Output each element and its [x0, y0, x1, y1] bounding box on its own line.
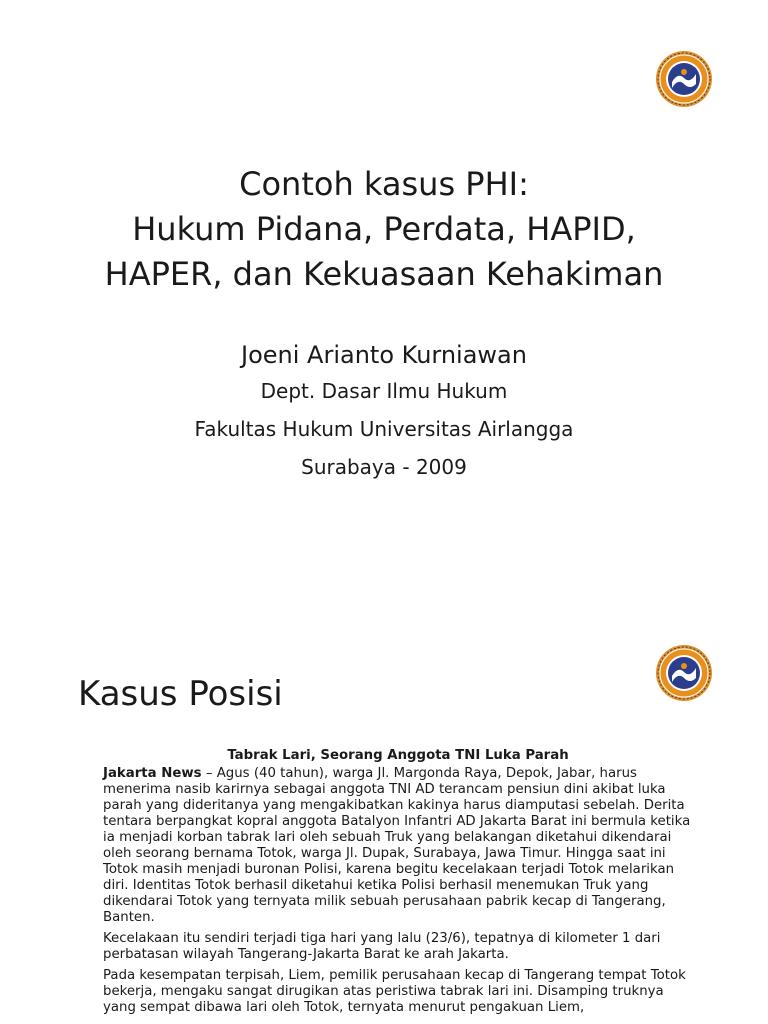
title-line-1: Contoh kasus PHI:	[239, 165, 529, 203]
article-source: Jakarta News	[103, 766, 202, 781]
case-slide	[0, 640, 768, 1024]
faculty: Fakultas Hukum Universitas Airlangga	[194, 417, 574, 441]
article-paragraph-2: Kecelakaan itu sendiri terjadi tiga hari yang lalu (23/6), tepatnya di kilometer 1 dari perbatasan wilayah Tangerang-Jakarta Barat ke arah Jakarta.	[103, 931, 661, 962]
article-heading: Tabrak Lari, Seorang Anggota TNI Luka Parah	[227, 748, 569, 763]
title-line-3: HAPER, dan Kekuasaan Kehakiman	[104, 255, 664, 293]
author-name: Joeni Arianto Kurniawan	[241, 341, 527, 369]
article-body	[103, 748, 693, 1021]
article-paragraph-1	[103, 766, 693, 926]
place-year: Surabaya - 2009	[301, 455, 467, 479]
title-line-2: Hukum Pidana, Perdata, HAPID,	[132, 210, 636, 248]
article-paragraph-3: Pada kesempatan terpisah, Liem, pemilik perusahaan kecap di Tangerang tempat Totok bekerja, mengaku sangat dirugikan atas peristiwa tabrak lari ini. Disamping truknya yang sempat dibawa lari oleh Totok, ternyata menurut pengakuan Liem,	[103, 968, 686, 1015]
case-slide-title: Kasus Posisi	[78, 674, 283, 714]
slide-subtitle	[40, 338, 728, 486]
slide-title	[40, 162, 728, 297]
university-seal-icon	[655, 50, 713, 108]
university-seal-icon	[655, 644, 713, 702]
department: Dept. Dasar Ilmu Hukum	[260, 379, 508, 403]
slide-separator	[0, 576, 768, 640]
paragraph-1-text: – Agus (40 tahun), warga Jl. Margonda Raya, Depok, Jabar, harus menerima nasib karirnya sebagai anggota TNI AD terancam pensiun dini akibat luka parah yang dideritanya yang mengakibatkan kakinya harus diamputasi sebelah. Derita tentara berpangkat kopral anggota Batalyon Infantri AD Jakarta Barat ini bermula ketika ia menjadi korban tabrak lari oleh sebuah Truk yang belakangan diketahui dikendarai oleh seorang bernama Totok, warga Jl. Dupak, Surabaya, Jawa Timur. Hingga saat ini Totok masih menjadi buronan Polisi, karena begitu kecelakaan terjadi Totok melarikan diri. Identitas Totok berhasil diketahui ketika Polisi berhasil menemukan Truk yang dikendarai Totok yang ternyata milik sebuah perusahaan pabrik kecap di Tangerang, Banten.	[103, 766, 691, 925]
